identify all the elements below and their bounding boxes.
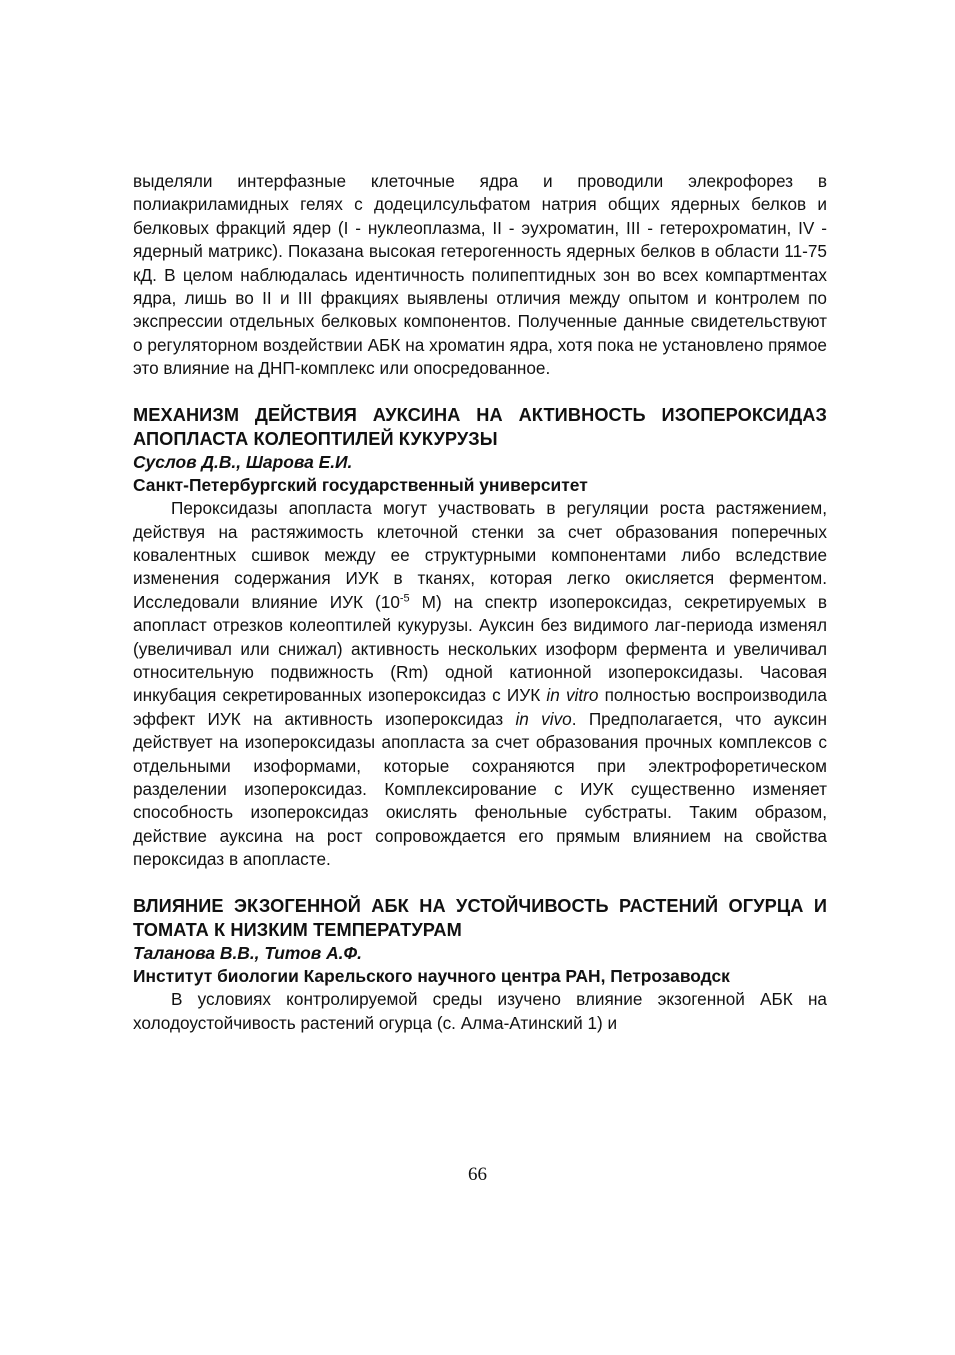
article1-body-in-vivo: in vivo bbox=[515, 708, 572, 729]
article1-authors: Суслов Д.В., Шарова Е.И. bbox=[133, 451, 353, 472]
intro-paragraph: выделяли интерфазные клеточные ядра и проводили элекрофорез в полиакриламидных гелях с додецилсульфатом натрия общих ядерных белков и белковых фракций ядер (I - нуклеоплазма, II - эухроматин, III - гетерохроматин, IV - ядерный матрикс). Показана высокая гетерогенность ядерных белков в области 11-75 кД. В целом наблюдалась идентичность полипептидных зон во всех компартментах ядра, лишь во II и III фракциях выявлены отличия между опытом и контролем по экспрессии отдельных белковых компонентов. Полученные данные свидетельствуют о регуляторном воздействии АБК на хроматин ядра, хотя пока не установлено прямое это влияние на ДНП-комплекс или опосредованное. bbox=[133, 171, 827, 379]
article1-body-part1: Пероксидазы апопласта могут участвовать в регуляции роста растяжением, действуя на растяжимость клеточной стенки за счет образования поперечных ковалентных сшивок между ее структурными компонентами либо вследствие изменения содержания ИУК в тканях, которая легко окисляется ферментом. Исследовали влияние ИУК (10 bbox=[133, 498, 827, 612]
article2-authors: Таланова В.В., Титов А.Ф. bbox=[133, 942, 362, 963]
article1-title: МЕХАНИЗМ ДЕЙСТВИЯ АУКСИНА НА АКТИВНОСТЬ ИЗОПЕРОКСИДАЗ АПОПЛАСТА КОЛЕОПТИЛЕЙ КУКУРУЗЫ bbox=[133, 404, 827, 449]
article1-affiliation: Санкт-Петербургский государственный университет bbox=[133, 474, 588, 495]
page-number: 66 bbox=[468, 1164, 487, 1185]
document-page bbox=[133, 170, 827, 1035]
article2-body: В условиях контролируемой среды изучено влияние экзогенной АБК на холодоустойчивость растений огурца (с. Алма-Атинский 1) и bbox=[133, 989, 827, 1033]
article1-body bbox=[133, 497, 827, 872]
article1-body-part3: полностью воспроизводила эффект ИУК на активность изопероксидаз bbox=[133, 685, 827, 729]
article1-body-part4: . Предполагается, что ауксин действует на изопероксидазы апопласта за счет образования прочных комплексов с отдельными изоформами, которые сохраняются при электрофоретическом разделении изопероксидаз. Комплексирование с ИУК существенно изменяет способность изопероксидаз окислять фенольные субстраты. Таким образом, действие ауксина на рост сопровождается его прямым влиянием на свойства пероксидаз в апопласте. bbox=[133, 708, 827, 870]
article1-body-in-vitro: in vitro bbox=[546, 685, 599, 706]
article1-body-exponent: -5 bbox=[399, 592, 410, 605]
article1-body-part2: М) на спектр изопероксидаз, секретируемых в апопласт отрезков колеоптилей кукурузы. Ауксин без видимого лаг-периода изменял (увеличивал или снижал) активность нескольких изоформ фермента и увеличивал относительную подвижность (Rm) одной катионной изопероксидазы. Часовая инкубация секретированных изопероксидаз с ИУК bbox=[133, 591, 827, 706]
article2-affiliation: Институт биологии Карельского научного центра РАН, Петрозаводск bbox=[133, 965, 730, 986]
article2-title: ВЛИЯНИЕ ЭКЗОГЕННОЙ АБК НА УСТОЙЧИВОСТЬ РАСТЕНИЙ ОГУРЦА И ТОМАТА К НИЗКИМ ТЕМПЕРАТУРАМ bbox=[133, 895, 827, 940]
